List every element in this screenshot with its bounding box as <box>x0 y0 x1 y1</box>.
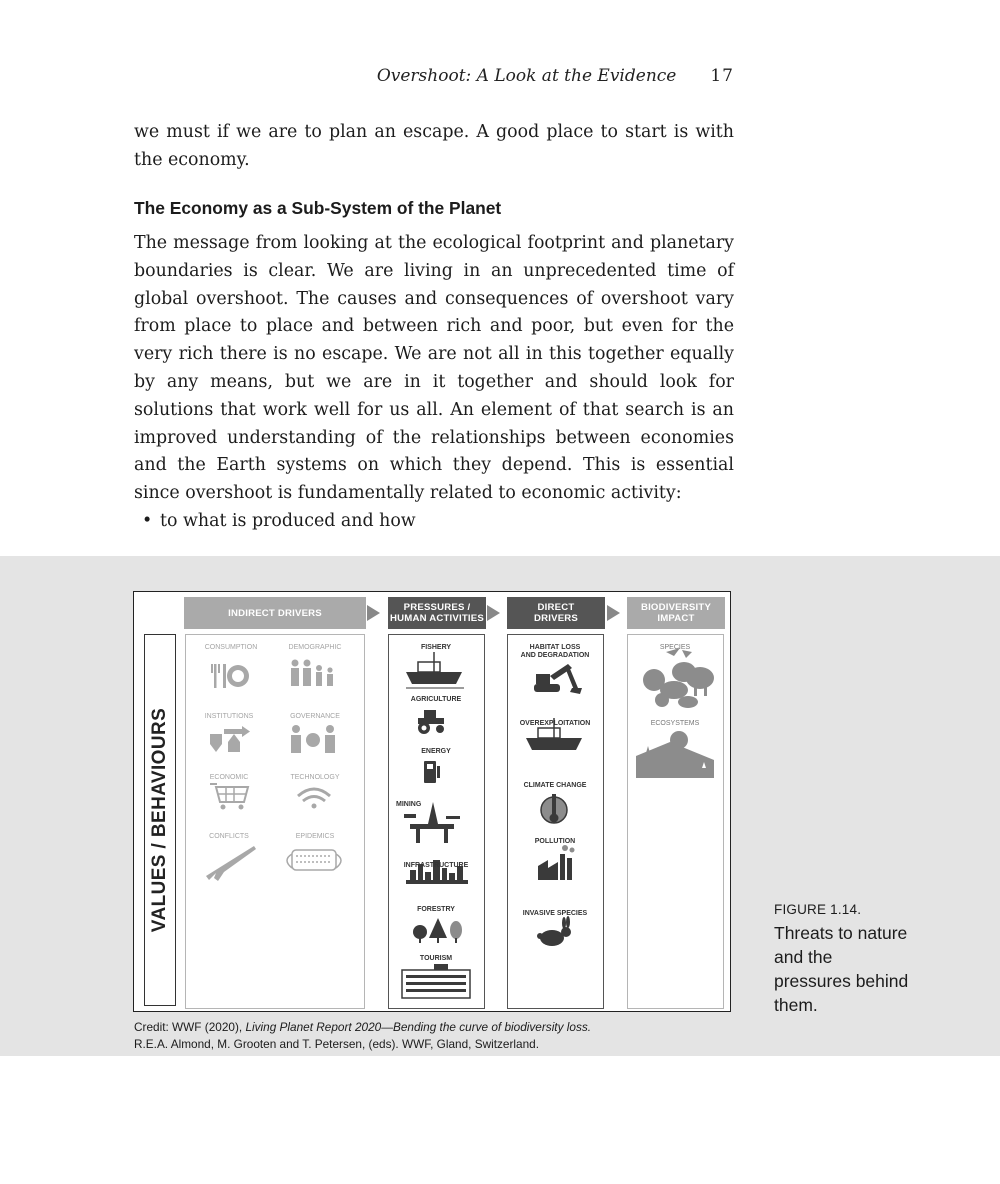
figure-credit <box>134 1019 754 1052</box>
agriculture-icon <box>418 710 444 734</box>
label-fishery: FISHERY <box>420 644 452 651</box>
invasive-species-icon <box>537 916 571 946</box>
paragraph-2: The message from looking at the ecological footprint and planetary boundaries is clear. We are living in an unprecedented time of global overshoot. The causes and consequences of overshoot vary from place to place and between rich and poor, but even for the very rich there is no escape. We are not all in this together equally by any means, but we are in it together and should look for solutions that work well for us all. An element of that search is an improved understanding of the relationships between economies and the Earth systems on which they depend. This is essential since overshoot is fundamentally related to economic activity: <box>134 233 734 504</box>
header-indirect-drivers: INDIRECT DRIVERS <box>184 597 366 629</box>
species-icon <box>643 648 714 708</box>
bullet-list <box>134 508 734 536</box>
label-infrastructure: INFRASTRUCTURE <box>403 862 469 869</box>
label-economic: ECONOMIC <box>209 774 249 781</box>
label-tourism: TOURISM <box>419 955 453 962</box>
label-epidemics: EPIDEMICS <box>295 833 335 840</box>
label-demographic: DEMOGRAPHIC <box>288 644 342 651</box>
arrow-icon <box>487 605 500 621</box>
label-consumption: CONSUMPTION <box>204 644 258 651</box>
section-heading: The Economy as a Sub-System of the Planet <box>134 198 502 218</box>
label-agriculture: AGRICULTURE <box>410 696 462 703</box>
fishery-icon <box>406 652 464 688</box>
ecosystems-icon <box>636 731 714 778</box>
label-habitat-loss: HABITAT LOSS <box>529 644 581 651</box>
tourism-icon <box>402 964 470 998</box>
consumption-icon <box>211 664 249 688</box>
running-head <box>134 66 734 86</box>
institutions-icon <box>210 726 250 752</box>
climate-change-icon <box>541 794 567 823</box>
pollution-icon <box>538 845 575 880</box>
credit-editors: R.E.A. Almond, M. Grooten and T. Petersen, (eds). WWF, Gland, Switzerland. <box>134 1036 539 1051</box>
header-pressures: PRESSURES / HUMAN ACTIVITIES <box>388 597 486 629</box>
label-forestry: FORESTRY <box>417 906 455 913</box>
label-energy: ENERGY <box>421 748 451 755</box>
figure-title: Threats to nature and the pressures behind them. <box>774 923 909 1015</box>
arrow-icon <box>607 605 620 621</box>
energy-icon <box>424 761 440 783</box>
arrow-icon <box>367 605 380 621</box>
label-habitat-degradation: AND DEGRADATION <box>520 652 590 659</box>
page-number: 17 <box>710 66 734 86</box>
running-head-title: Overshoot: A Look at the Evidence <box>376 66 677 86</box>
economic-icon <box>210 784 248 810</box>
label-invasive-species: INVASIVE SPECIES <box>522 910 588 917</box>
figure-caption <box>774 902 914 1017</box>
credit-prefix: Credit: WWF (2020), <box>134 1020 246 1034</box>
governance-icon <box>291 725 335 753</box>
header-biodiversity-impact: BIODIVERSITY IMPACT <box>627 597 725 629</box>
paragraph-1: we must if we are to plan an escape. A good place to start is with the economy. <box>134 122 734 170</box>
label-species: SPECIES <box>659 644 691 651</box>
label-ecosystems: ECOSYSTEMS <box>650 720 700 727</box>
bullet-item: • to what is produced and how <box>134 508 734 536</box>
conflicts-icon <box>206 846 256 881</box>
excavator-icon <box>534 664 582 694</box>
label-institutions: INSTITUTIONS <box>204 713 254 720</box>
label-pollution: POLLUTION <box>534 838 576 845</box>
demographic-icon <box>291 660 333 687</box>
label-climate-change: CLIMATE CHANGE <box>523 782 587 789</box>
figure-number: FIGURE 1.14. <box>774 902 862 917</box>
label-overexploitation: OVEREXPLOITATION <box>519 720 591 727</box>
forestry-icon <box>413 918 462 943</box>
header-direct-drivers: DIRECT DRIVERS <box>507 597 605 629</box>
label-technology: TECHNOLOGY <box>290 774 340 781</box>
figure-diagram <box>133 591 731 1012</box>
values-behaviours-label: VALUES / BEHAVIOURS <box>149 707 170 933</box>
label-governance: GOVERNANCE <box>290 713 340 720</box>
label-conflicts: CONFLICTS <box>209 833 249 840</box>
epidemics-icon <box>287 850 341 870</box>
technology-icon <box>298 789 330 809</box>
label-mining: MINING <box>396 801 422 808</box>
credit-title: Living Planet Report 2020—Bending the curve of biodiversity loss. <box>245 1020 592 1034</box>
